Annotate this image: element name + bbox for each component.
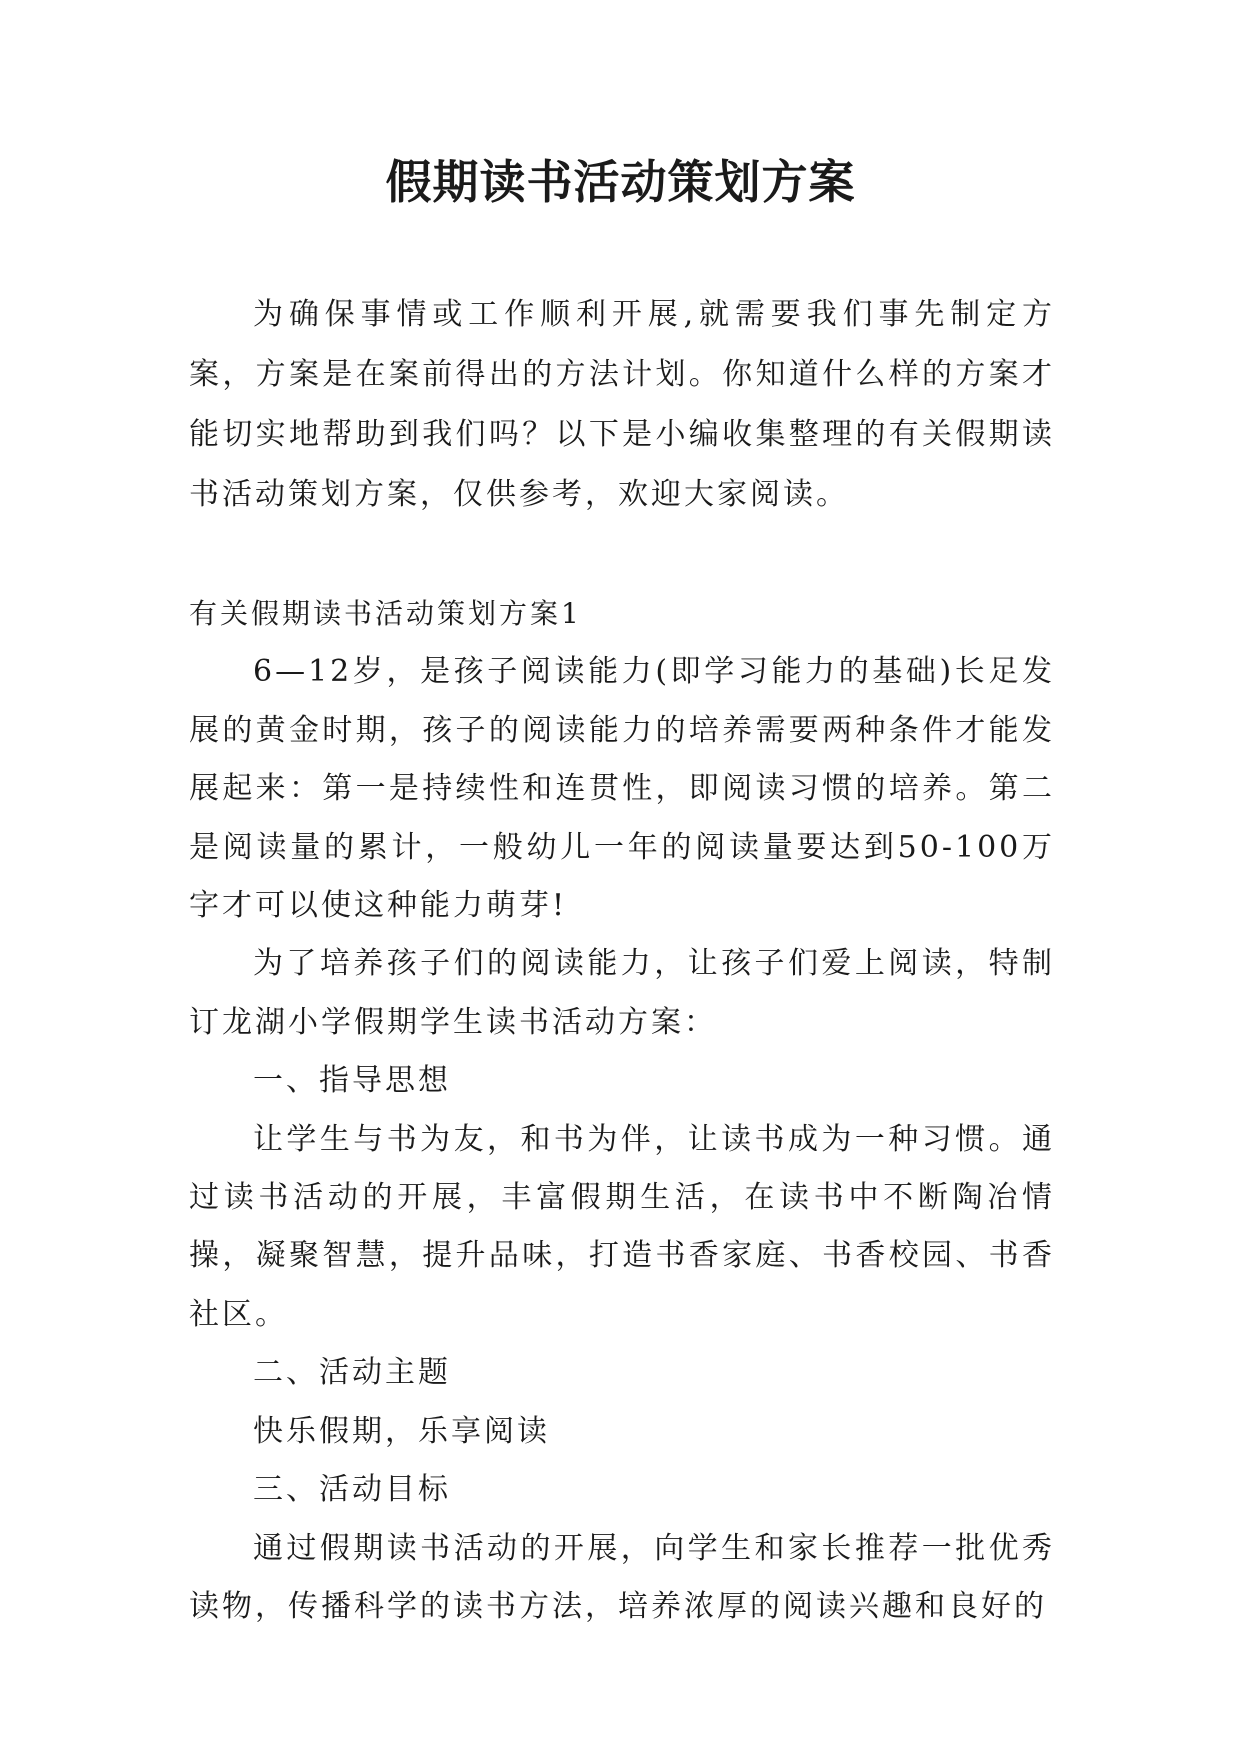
document-title: 假期读书活动策划方案: [385, 155, 856, 209]
intro-paragraph: 为确保事情或工作顺利开展,就需要我们事先制定方案，方案是在案前得出的方法计划。你知道什么样的方案才能切实地帮助到我们吗？以下是小编收集整理的有关假期读书活动策划方案，仅供参考，欢迎大家阅读。: [189, 297, 1055, 512]
heading-activity-theme: 二、活动主题: [253, 1355, 451, 1391]
heading-activity-goal: 三、活动目标: [253, 1472, 451, 1508]
main-body: [189, 585, 1055, 1636]
heading-guiding-idea: 一、指导思想: [253, 1063, 451, 1099]
paragraph-age-reading: 6—12岁，是孩子阅读能力(即学习能力的基础)长足发展的黄金时期，孩子的阅读能力的培养需要两种条件才能发展起来：第一是持续性和连贯性，即阅读习惯的培养。第二是阅读量的累计，一般幼儿一年的阅读量要达到50-100万字才可以使这种能力萌芽!: [189, 654, 1055, 924]
paragraph-activity-theme: 快乐假期，乐享阅读: [253, 1413, 550, 1449]
section-heading: 有关假期读书活动策划方案1: [189, 597, 582, 630]
intro-block: [189, 285, 1055, 525]
paragraph-activity-goal: 通过假期读书活动的开展，向学生和家长推荐一批优秀读物，传播科学的读书方法，培养浓厚的阅读兴趣和良好的: [189, 1530, 1055, 1624]
paragraph-guiding-idea: 让学生与书为友，和书为伴，让读书成为一种习惯。通过读书活动的开展，丰富假期生活，在读书中不断陶冶情操，凝聚智慧，提升品味，打造书香家庭、书香校园、书香社区。: [189, 1121, 1055, 1332]
paragraph-purpose: 为了培养孩子们的阅读能力，让孩子们爱上阅读，特制订龙湖小学假期学生读书活动方案：: [189, 946, 1055, 1040]
